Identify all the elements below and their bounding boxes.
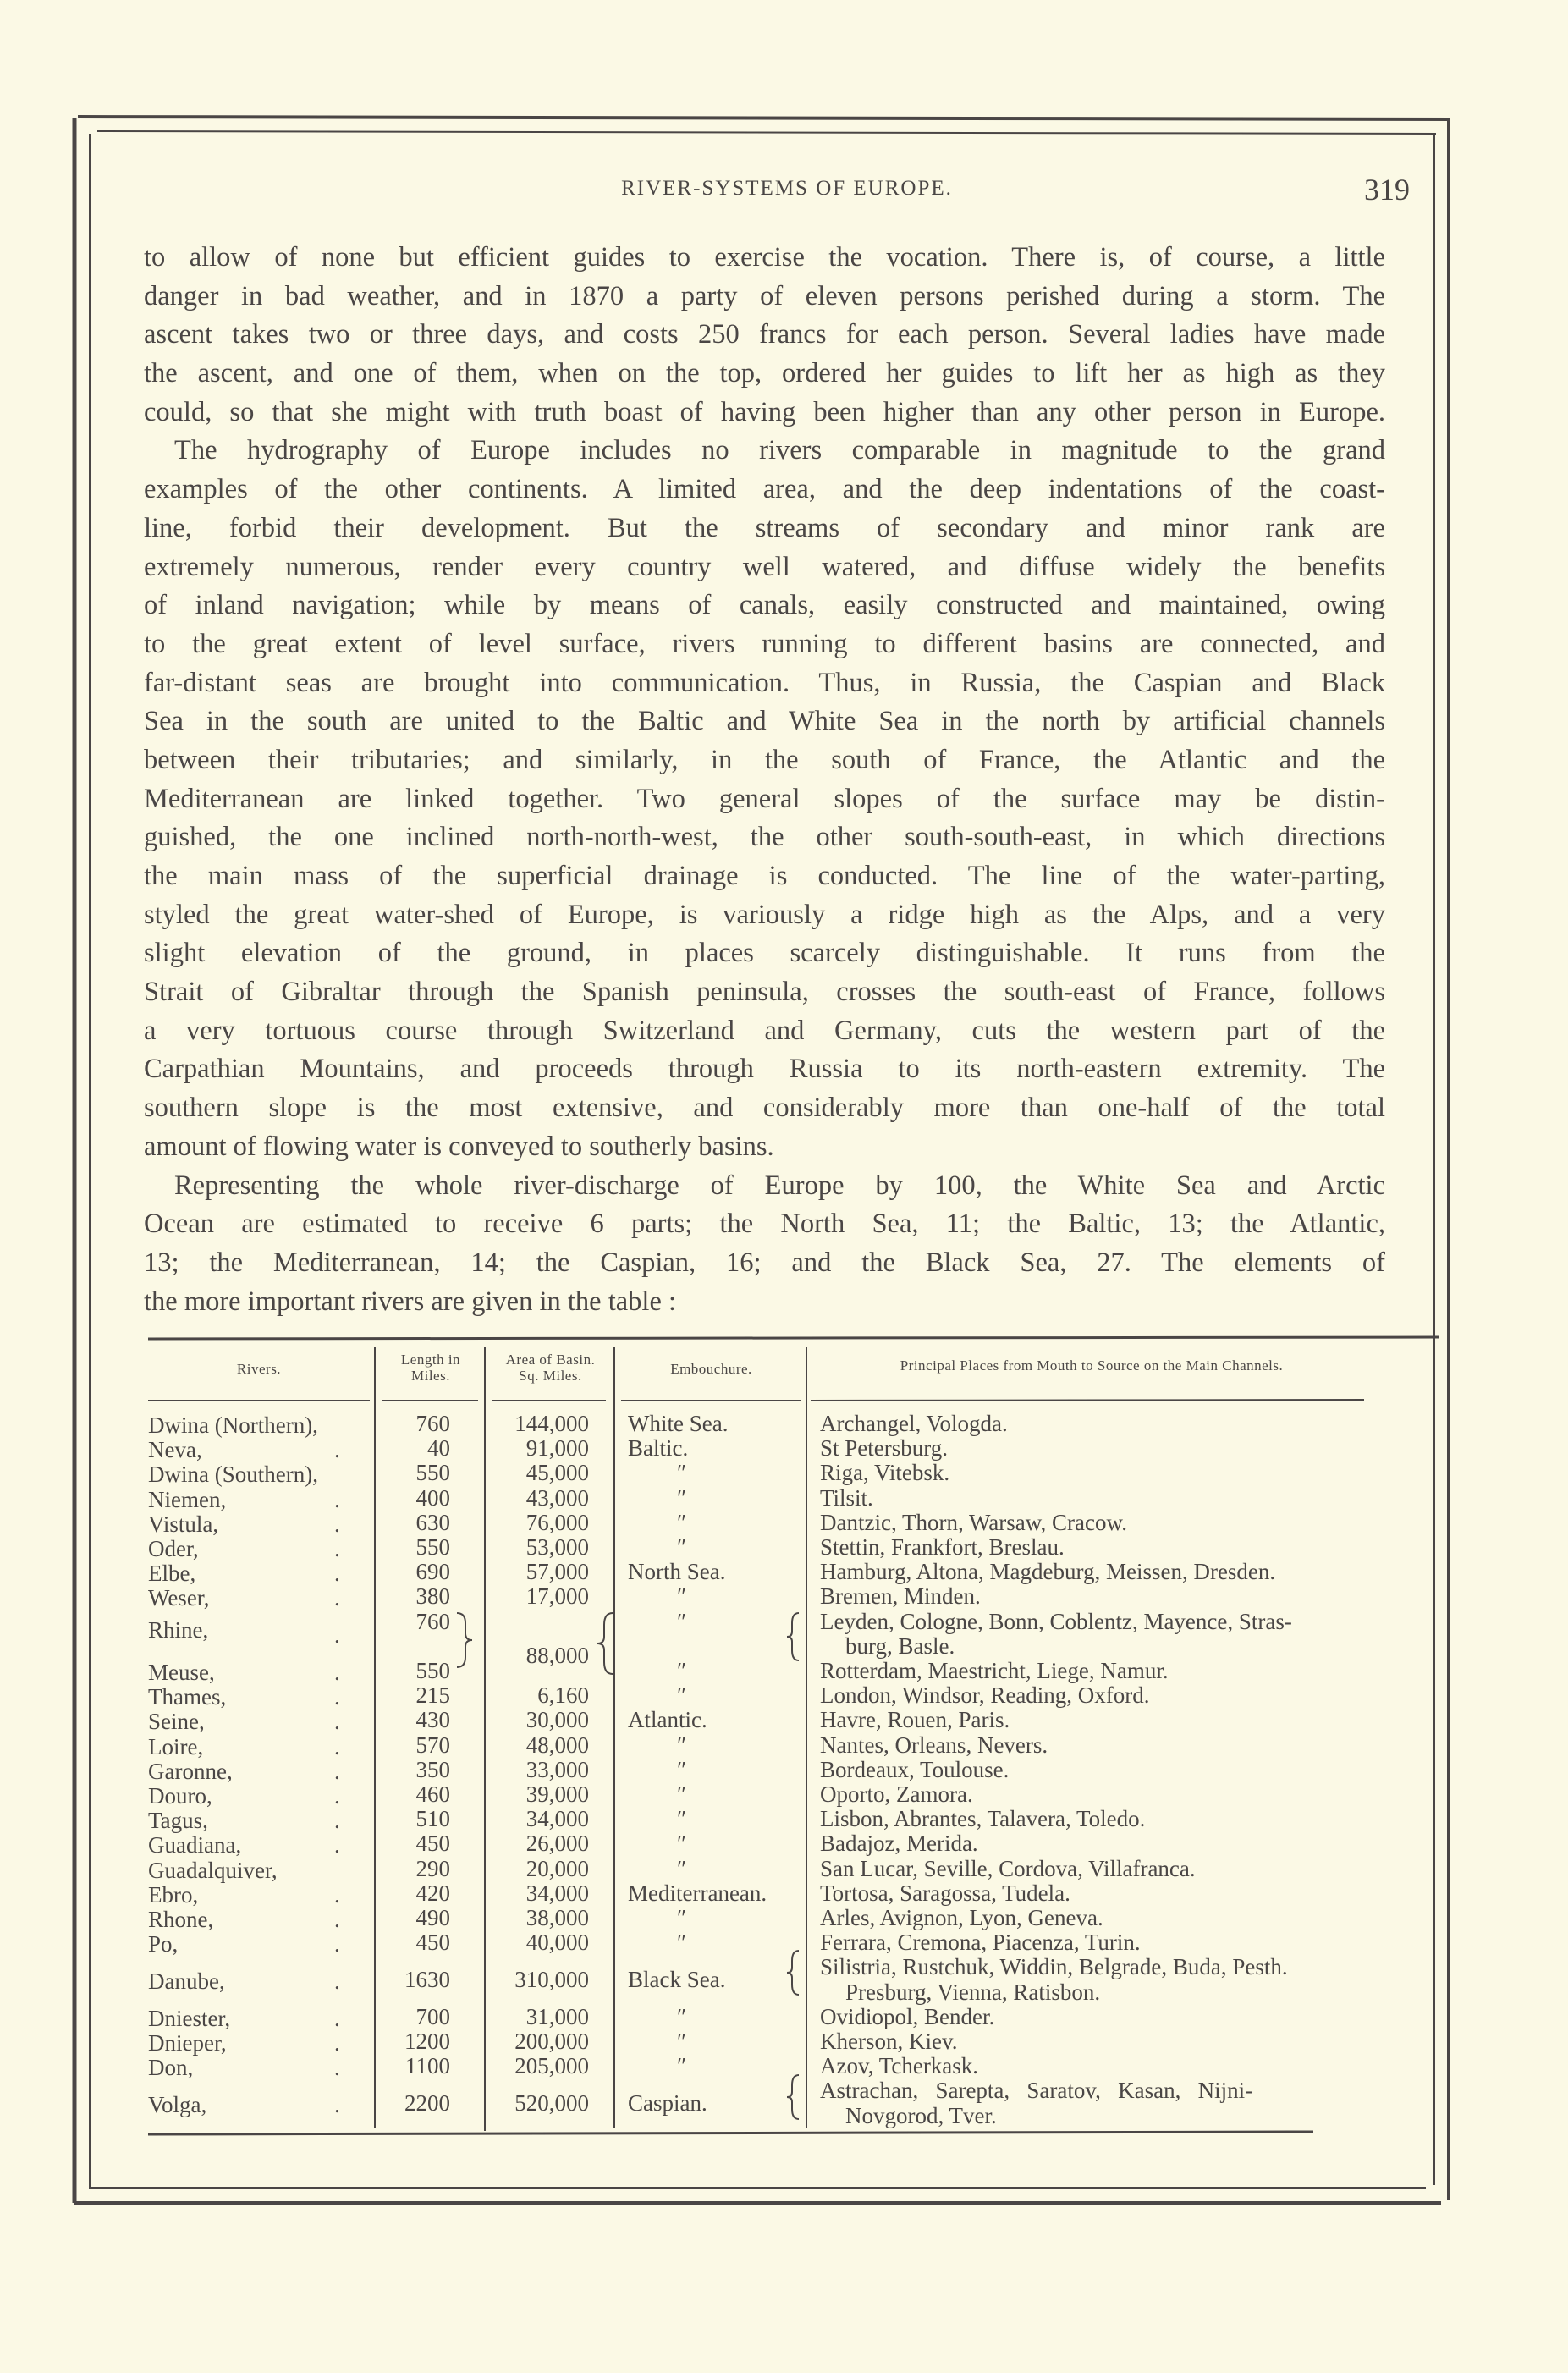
length-miles: 570: [415, 1732, 450, 1758]
basin-area: 38,000: [525, 1905, 589, 1930]
embouchure: ″: [677, 2053, 687, 2079]
text-line: southern slope is the most extensive, and considerably more than one-half of the total: [144, 1093, 1385, 1124]
text-line: 13; the Mediterranean, 14; the Caspian, 16; and the Black Sea, 27. The elements of: [144, 1247, 1385, 1278]
principal-places-line: Azov, Tcherkask.: [820, 2053, 979, 2079]
text-line: Mediterranean are linked together. Two general slopes of the surface may be distin-: [144, 783, 1385, 814]
river-name: Volga,: [148, 2091, 207, 2117]
embouchure: White Sea.: [628, 1411, 729, 1436]
text-line: Sea in the south are united to the Baltic and White Sea in the north by artificial channels: [144, 706, 1385, 737]
basin-area: 17,000: [525, 1583, 589, 1610]
length-miles: 2200: [404, 2089, 450, 2116]
basin-area: 57,000: [525, 1559, 589, 1585]
length-miles: 550: [415, 1460, 450, 1486]
embouchure: ″: [677, 1658, 687, 1683]
text-line: danger in bad weather, and in 1870 a party of eleven persons perished during a storm. The: [144, 280, 1385, 311]
embouchure: ″: [677, 1756, 687, 1782]
table-row: [0, 1906, 1568, 1930]
length-miles: 630: [415, 1509, 450, 1535]
dot-leader: .: [334, 2005, 340, 2031]
header-embouchure: Embouchure.: [670, 1361, 752, 1377]
table-row: [0, 1881, 1568, 1906]
principal-places-line: Novgorod, Tver.: [845, 2102, 997, 2128]
dot-leader: .: [334, 1486, 340, 1512]
text-line: the more important rivers are given in the table :: [144, 1286, 677, 1317]
river-name: Loire,: [148, 1733, 204, 1759]
text-line: far-distant seas are brought into communication. Thus, in Russia, the Caspian and Black: [144, 667, 1385, 698]
basin-area: 43,000: [525, 1484, 589, 1511]
text-line: the ascent, and one of them, when on the top, ordered her guides to lift her as high as they: [144, 358, 1385, 389]
principal-places-line: Presburg, Vienna, Ratisbon.: [845, 1979, 1101, 2005]
table-row: [0, 1608, 1568, 1668]
text-line: line, forbid their development. But the streams of secondary and minor rank are: [144, 512, 1385, 543]
table-row: [0, 1683, 1568, 1708]
header-length-line1: Length in: [400, 1352, 461, 1368]
text-line: styled the great water-shed of Europe, is variously a ridge high as the Alps, and a very: [144, 899, 1385, 930]
dot-leader: .: [334, 1511, 340, 1537]
basin-area: 48,000: [525, 1732, 589, 1758]
river-name: Dniester,: [148, 2005, 231, 2031]
dot-leader: .: [334, 1585, 340, 1611]
basin-area: 34,000: [525, 1806, 589, 1832]
dot-leader: .: [334, 1758, 340, 1784]
principal-places-line: Leyden, Cologne, Bonn, Coblentz, Mayence, Stras-: [820, 1608, 1292, 1634]
principal-places-line: Bremen, Minden.: [820, 1583, 981, 1610]
table-row: [0, 1486, 1568, 1511]
basin-area: 520,000: [514, 2089, 589, 2116]
length-miles: 1100: [405, 2053, 450, 2079]
principal-places-line: Riga, Vitebsk.: [820, 1460, 950, 1486]
text-line: ascent takes two or three days, and costs 250 francs for each person. Several ladies have made: [144, 319, 1385, 350]
table-row: [0, 2029, 1568, 2054]
table-row: [0, 1707, 1568, 1735]
text-line: Carpathian Mountains, and proceeds through Russia to its north-eastern extremity. The: [144, 1054, 1385, 1085]
text-line: Strait of Gibraltar through the Spanish peninsula, crosses the south-east of France, follows: [144, 977, 1385, 1008]
length-miles: 760: [415, 1411, 450, 1436]
length-miles: 430: [415, 1707, 450, 1733]
table-row: [0, 1955, 1568, 2004]
river-name: Don,: [148, 2055, 194, 2081]
text-line: The hydrography of Europe includes no rivers comparable in magnitude to the grand: [174, 435, 1385, 466]
embouchure: ″: [677, 1509, 687, 1535]
river-name: Garonne,: [148, 1758, 233, 1784]
basin-area: 144,000: [514, 1411, 589, 1436]
embouchure: ″: [677, 1583, 687, 1610]
river-name: Dnieper,: [148, 2030, 227, 2056]
basin-area: 45,000: [525, 1460, 589, 1486]
text-line: extremely numerous, render every country well watered, and diffuse widely the benefits: [144, 551, 1385, 582]
text-line: slight elevation of the ground, in places scarcely distinguishable. It runs from the: [144, 938, 1385, 969]
length-miles: 290: [415, 1855, 450, 1881]
embouchure: ″: [677, 2003, 687, 2029]
text-line: to the great extent of level surface, rivers running to different basins are connected, and: [144, 628, 1385, 659]
principal-places-line: St Petersburg.: [820, 1435, 949, 1462]
table-row: [0, 1831, 1568, 1856]
basin-area: 26,000: [525, 1831, 589, 1857]
principal-places-line: Hamburg, Altona, Magdeburg, Meissen, Dresden.: [820, 1559, 1276, 1585]
principal-places-line: Stettin, Frankfort, Breslau.: [820, 1534, 1065, 1560]
dot-leader: .: [334, 1684, 340, 1710]
length-miles: 490: [415, 1905, 450, 1930]
principal-places-line: Tortosa, Saragossa, Tudela.: [820, 1880, 1070, 1906]
river-name: Seine,: [148, 1709, 205, 1735]
river-name: Weser,: [148, 1585, 210, 1611]
principal-places-line: Kherson, Kiev.: [820, 2029, 958, 2054]
embouchure: ″: [677, 1534, 687, 1560]
principal-places-line: Tilsit.: [820, 1484, 873, 1511]
length-miles: 215: [415, 1682, 450, 1709]
basin-area: 39,000: [525, 1781, 589, 1807]
principal-places-line: Arles, Avignon, Lyon, Geneva.: [820, 1905, 1103, 1930]
principal-places-line: burg, Basle.: [845, 1632, 955, 1659]
river-name: Rhone,: [148, 1907, 214, 1932]
river-name: Niemen,: [148, 1486, 227, 1512]
header-area: [487, 1352, 614, 1384]
embouchure: ″: [677, 1806, 687, 1832]
length-miles: 1200: [404, 2029, 450, 2054]
river-name: Vistula,: [148, 1511, 219, 1537]
table-row: [0, 1584, 1568, 1609]
table-row: [0, 1659, 1568, 1683]
embouchure: ″: [677, 1905, 687, 1930]
river-name: Rhine,: [148, 1617, 209, 1643]
basin-area: 33,000: [525, 1756, 589, 1782]
dot-leader: .: [334, 1709, 340, 1735]
length-miles: 420: [415, 1880, 450, 1906]
river-name: Thames,: [148, 1684, 227, 1710]
basin-area: 88,000: [525, 1642, 589, 1668]
dot-leader: .: [334, 2091, 340, 2117]
table-row: [0, 1436, 1568, 1461]
text-line: of inland navigation; while by means of canals, easily constructed and maintained, owing: [144, 590, 1385, 621]
length-miles: 550: [415, 1534, 450, 1560]
dot-leader: .: [334, 1931, 340, 1957]
length-miles: 40: [427, 1435, 450, 1462]
table-row: [0, 2005, 1568, 2029]
text-line: Representing the whole river-discharge of Europe by 100, the White Sea and Arctic: [174, 1170, 1385, 1201]
basin-area: 6,160: [537, 1682, 589, 1709]
river-name: Oder,: [148, 1536, 199, 1561]
embouchure: North Sea.: [628, 1559, 726, 1585]
embouchure: ″: [677, 1781, 687, 1807]
text-line: amount of flowing water is conveyed to southerly basins.: [144, 1131, 774, 1162]
principal-places-line: Silistria, Rustchuk, Widdin, Belgrade, Buda, Pesth.: [820, 1954, 1288, 1980]
table-row: [0, 1559, 1568, 1587]
basin-area: 205,000: [514, 2053, 589, 2079]
embouchure: ″: [677, 1930, 687, 1956]
embouchure: Black Sea.: [628, 1966, 726, 1992]
dot-leader: .: [334, 1561, 340, 1587]
header-area-line2: Sq. Miles.: [519, 1368, 582, 1384]
basin-area: 310,000: [514, 1966, 589, 1992]
river-name: Dwina (Northern),: [148, 1412, 318, 1438]
river-name: Douro,: [148, 1783, 212, 1809]
river-name: Neva,: [148, 1437, 202, 1463]
header-rivers: Rivers.: [236, 1361, 282, 1377]
principal-places-line: Astrachan, Sarepta, Saratov, Kasan, Nijni-: [820, 2078, 1253, 2104]
embouchure: ″: [677, 1608, 687, 1634]
basin-area: 30,000: [525, 1707, 589, 1733]
principal-places-line: Ovidiopol, Bender.: [820, 2003, 995, 2029]
embouchure: ″: [677, 1732, 687, 1758]
dot-leader: .: [334, 1733, 340, 1759]
table-row: [0, 1806, 1568, 1834]
principal-places-line: London, Windsor, Reading, Oxford.: [820, 1682, 1150, 1709]
basin-area: 20,000: [525, 1855, 589, 1881]
dot-leader: .: [334, 1660, 340, 1685]
table-row: [0, 2053, 1568, 2081]
text-line: could, so that she might with truth boast of having been higher than any other person in Europe.: [144, 396, 1385, 427]
dot-leader: .: [334, 1808, 340, 1834]
text-line: to allow of none but efficient guides to exercise the vocation. There is, of course, a little: [144, 242, 1385, 273]
basin-area: 34,000: [525, 1880, 589, 1906]
embouchure: ″: [677, 1831, 687, 1857]
basin-area: 91,000: [525, 1435, 589, 1462]
basin-area: 200,000: [514, 2029, 589, 2054]
table-row: [0, 1857, 1568, 1881]
dot-leader: .: [334, 1832, 340, 1858]
basin-area: 53,000: [525, 1534, 589, 1560]
dot-leader: .: [334, 1783, 340, 1809]
table-row: [0, 1733, 1568, 1758]
running-title: RIVER-SYSTEMS OF EUROPE.: [621, 177, 953, 200]
embouchure: ″: [677, 1460, 687, 1486]
length-miles: 450: [415, 1930, 450, 1956]
length-miles: 460: [415, 1781, 450, 1807]
principal-places-line: Havre, Rouen, Paris.: [820, 1707, 1010, 1733]
length-miles: 450: [415, 1831, 450, 1857]
basin-area: 31,000: [525, 2003, 589, 2029]
principal-places-line: Lisbon, Abrantes, Talavera, Toledo.: [820, 1806, 1146, 1832]
dot-leader: .: [334, 2055, 340, 2081]
length-miles: 690: [415, 1559, 450, 1585]
text-line: a very tortuous course through Switzerland and Germany, cuts the western part of the: [144, 1015, 1385, 1046]
principal-places-line: Archangel, Vologda.: [820, 1411, 1008, 1436]
basin-area: 76,000: [525, 1509, 589, 1535]
river-name: Dwina (Southern),: [148, 1462, 318, 1488]
river-name: Meuse,: [148, 1660, 215, 1685]
embouchure: Baltic.: [628, 1435, 689, 1462]
river-name: Elbe,: [148, 1561, 196, 1587]
table-row: [0, 1930, 1568, 1955]
principal-places-line: Dantzic, Thorn, Warsaw, Cracow.: [820, 1509, 1127, 1535]
length-miles: 700: [415, 2003, 450, 2029]
length-miles: 510: [415, 1806, 450, 1832]
text-line: examples of the other continents. A limited area, and the deep indentations of the coast-: [144, 474, 1385, 505]
length-miles: 400: [415, 1484, 450, 1511]
basin-area: 40,000: [525, 1930, 589, 1956]
text-line: Ocean are estimated to receive 6 parts; the North Sea, 11; the Baltic, 13; the Atlantic,: [144, 1209, 1385, 1240]
dot-leader: .: [334, 1536, 340, 1561]
length-miles: 350: [415, 1756, 450, 1782]
principal-places-line: Oporto, Zamora.: [820, 1781, 973, 1807]
text-line: guished, the one inclined north-north-west, the other south-south-east, in which directions: [144, 822, 1385, 853]
dot-leader: .: [334, 1437, 340, 1463]
header-length: [377, 1352, 485, 1384]
length-miles: 380: [415, 1583, 450, 1610]
text-line: the main mass of the superficial drainage is conducted. The line of the water-parting,: [144, 861, 1385, 891]
header-length-line2: Miles.: [411, 1368, 450, 1384]
embouchure: Atlantic.: [628, 1707, 707, 1733]
dot-leader: .: [334, 1622, 340, 1649]
dot-leader: .: [334, 2030, 340, 2056]
text-line: between their tributaries; and similarly, in the south of France, the Atlantic and the: [144, 744, 1385, 775]
table-row: [0, 1758, 1568, 1782]
river-name: Danube,: [148, 1968, 225, 1994]
length-miles: 1630: [404, 1966, 450, 1992]
embouchure: Mediterranean.: [628, 1880, 767, 1906]
length-miles: 550: [415, 1658, 450, 1683]
river-name: Tagus,: [148, 1808, 208, 1834]
embouchure: ″: [677, 1484, 687, 1511]
table-row: [0, 1460, 1568, 1488]
principal-places-line: Ferrara, Cremona, Piacenza, Turin.: [820, 1930, 1141, 1956]
river-name: Guadiana,: [148, 1832, 242, 1858]
dot-leader: .: [334, 1907, 340, 1932]
embouchure: ″: [677, 1855, 687, 1881]
page-number: 319: [1364, 173, 1410, 206]
embouchure: Caspian.: [628, 2089, 707, 2116]
principal-places-line: Nantes, Orleans, Nevers.: [820, 1732, 1048, 1758]
principal-places-line: Badajoz, Merida.: [820, 1831, 978, 1857]
principal-places-line: San Lucar, Seville, Cordova, Villafranca.: [820, 1855, 1196, 1881]
table-row: [0, 1511, 1568, 1535]
header-area-line1: Area of Basin.: [505, 1352, 596, 1368]
table-row: [0, 1412, 1568, 1436]
table-row: [0, 2078, 1568, 2128]
dot-leader: .: [334, 1881, 340, 1908]
table-row: [0, 1535, 1568, 1560]
length-miles: 760: [415, 1608, 450, 1634]
principal-places-line: Bordeaux, Toulouse.: [820, 1756, 1010, 1782]
river-name: Po,: [148, 1931, 179, 1957]
river-name: Ebro,: [148, 1881, 199, 1908]
river-name: Guadalquiver,: [148, 1857, 278, 1883]
embouchure: ″: [677, 2029, 687, 2054]
table-row: [0, 1782, 1568, 1807]
principal-places-line: Rotterdam, Maestricht, Liege, Namur.: [820, 1658, 1169, 1683]
embouchure: ″: [677, 1682, 687, 1709]
header-places: Principal Places from Mouth to Source on the Main Channels.: [900, 1357, 1284, 1374]
dot-leader: .: [334, 1968, 340, 1994]
